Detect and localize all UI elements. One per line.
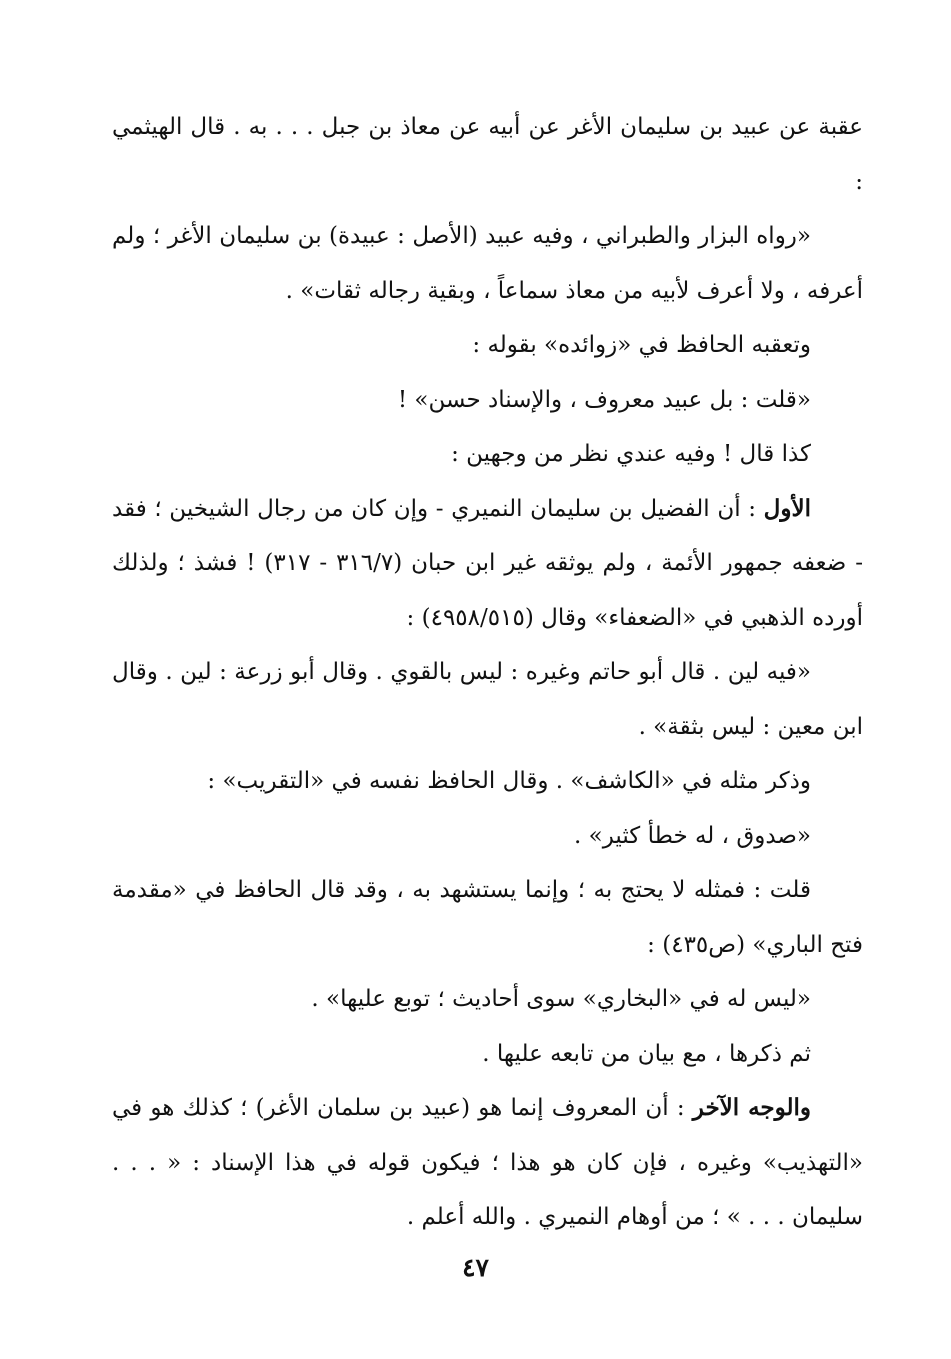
paragraph-8: وذكر مثله في «الكاشف» . وقال الحافظ نفسه في «التقريب» : [207, 768, 811, 794]
paragraph-7: «فيه لين . قال أبو حاتم وغيره : ليس بالقوي . وقال أبو زرعة : لين . وقال ابن معين : ليس بثقة» . [112, 659, 863, 740]
second-point-label: والوجه الآخر [692, 1094, 812, 1121]
second-point-text: : أن المعروف إنما هو (عبيد بن سلمان الأغر) ؛ كذلك هو في «التهذيب» وغيره ، فإن كان هو هذا ؛ فيكون قوله في هذا الإسناد : « . . . سليمان . . . » ؛ من أوهام النميري . والله أعلم . [112, 1095, 863, 1230]
paragraph-6 [112, 482, 863, 646]
paragraph-2: «رواه البزار والطبراني ، وفيه عبيد (الأصل : عبيدة) بن سليمان الأغر ؛ ولم أعرفه ، ولا أعرف لأبيه من معاذ سماعاً ، وبقية رجاله ثقات» . [112, 223, 863, 304]
paragraph-3: وتعقبه الحافظ في «زوائده» بقوله : [472, 332, 811, 358]
paragraph-10: قلت : فمثله لا يحتج به ؛ وإنما يستشهد به ، وقد قال الحافظ في «مقدمة فتح الباري» (ص٤٣٥) : [112, 877, 863, 958]
page-body-text [112, 100, 863, 1245]
paragraph-4: «قلت : بل عبيد معروف ، والإسناد حسن» ! [397, 386, 811, 413]
first-point-label: الأول [763, 494, 811, 522]
first-point-text: : أن الفضيل بن سليمان النميري - وإن كان من رجال الشيخين ؛ فقد - ضعفه جمهور الأئمة ، ولم يوثقه غير ابن حبان (٣١٦/٧ - ٣١٧) ! فشذ ؛ ولذلك أورده الذهبي في «الضعفاء» وقال (٤٩٥٨/٥١٥) : [112, 495, 863, 631]
paragraph-11: «ليس له في «البخاري» سوى أحاديث ؛ توبع عليها» . [311, 986, 811, 1012]
paragraph-1: عقبة عن عبيد بن سليمان الأغر عن أبيه عن معاذ بن جبل . . . به . قال الهيثمي : [112, 114, 863, 195]
paragraph-12: ثم ذكرها ، مع بيان من تابعه عليها . [482, 1040, 811, 1067]
page-number: ٤٧ [462, 1253, 489, 1282]
paragraph-9: «صدوق ، له خطأ كثير» . [574, 822, 811, 849]
paragraph-5: كذا قال ! وفيه عندي نظر من وجهين : [451, 441, 811, 467]
paragraph-13 [112, 1081, 863, 1245]
